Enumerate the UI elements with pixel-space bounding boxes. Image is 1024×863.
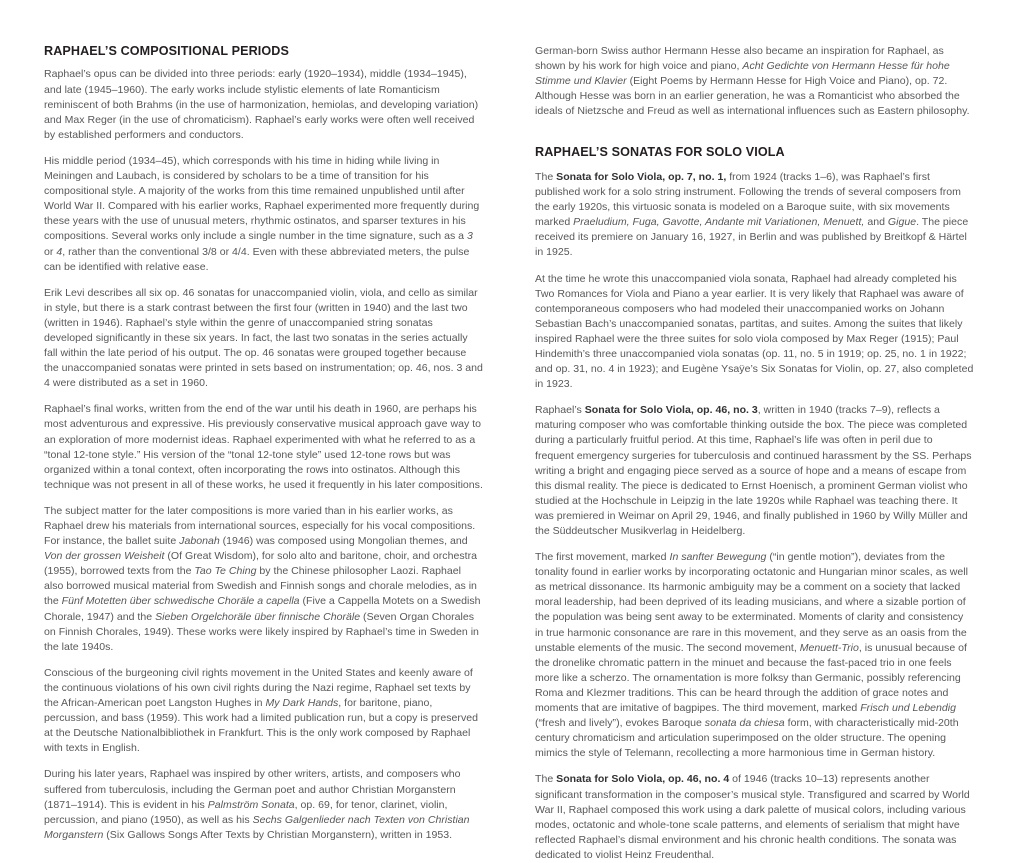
italic-title: Praeludium, Fuga, Gavotte, Andante mit Variationen, Menuett, xyxy=(573,216,865,229)
italic-title: Acht Gedichte von Hermann Hesse für hohe Stimme und Klavier xyxy=(535,60,950,88)
italic-title: Jabonah xyxy=(179,535,220,548)
italic-title: Sieben Orgelchoräle über finnische Choräle xyxy=(155,610,361,623)
paragraph-civil-rights-langston-hughes: Conscious of the burgeoning civil rights movement in the United States and keenly aware of the continuous violations of his own civil rights during the Nazi regime, Raphael set texts by the African-American poet Langston Hughes in My Dark Hands, for baritone, piano, percussion, and bass (1959). This work had a limited publication run, but a copy is preserved at the Deutsche Nationalbibliothek in Frankfurt. This is the only work composed by Raphael with texts in English. xyxy=(44,666,478,755)
left-column-heading: RAPHAEL’S COMPOSITIONAL PERIODS xyxy=(44,44,289,58)
italic-title: Frisch und Lebendig xyxy=(860,702,956,715)
two-column-layout xyxy=(44,44,975,863)
right-column-intro xyxy=(535,44,974,119)
paragraph-middle-period: His middle period (1934–45), which corresponds with his time in hiding while living in Meiningen and Laubach, is considered by scholars to be a time of transition for his compositional style. A majority of the works from this time remained unpublished until after World War II. Compared with his earlier works, Raphael experimented more frequently during these years with the use of unusual meters, rhythmic ostinatos, and sparser textures in his compositions. Several works only include a single number in the time signature, such as a 3 or 4, rather than the conventional 3/8 or 4/4. Even with these abbreviated meters, the pulse can be identified with relative ease. xyxy=(44,154,480,273)
paragraph-subject-matter-international: The subject matter for the later compositions is more varied than in his earlier works, as Raphael drew his materials from international sources, especially for his vocal compositions. For instance, the ballet suite Jabonah (1946) was composed using Mongolian themes, and Von der grossen Weisheit (Of Great Wisdom), for solo alto and baritone, choir, and orchestra (1955), borrowed texts from the Tao Te Ching by the Chinese philosopher Laozi. Raphael also borrowed musical material from Swedish and Finnish songs and chorale melodies, as in the Fünf Motetten über schwedische Choräle a capella (Five a Cappella Motets on a Swedish Chorale, 1947) and the Sieben Orgelchoräle über finnische Choräle (Seven Organ Chorales on Finnish Chorales, 1949). These works were likely inspired by Raphael’s time in Sweden in the late 1940s. xyxy=(44,504,481,653)
right-column-body xyxy=(535,170,974,863)
paragraph-sonata-op46-no4: The Sonata for Solo Viola, op. 46, no. 4 of 1946 (tracks 10–13) represents another significant transformation in the composer’s musical style. Transfigured and scarred by World War II, Raphael composed this work using a dark palette of musical colors, including various modes, octatonic and whole-tone scale patterns, and elements of serialism that might have reflected Raphael’s dismal environment and his chronic health conditions. The sonata was dedicated to violist Heinz Freudenthal. xyxy=(535,773,970,861)
work-title-bold: Sonata for Solo Viola, op. 46, no. 3 xyxy=(584,404,758,417)
italic-title: sonata da chiesa xyxy=(704,717,785,730)
italic-title: My Dark Hands xyxy=(265,697,339,710)
paragraph-sonata-op7-no1: The Sonata for Solo Viola, op. 7, no. 1, from 1924 (tracks 1–6), was Raphael’s first published work for a solo string instrument. Following the trends of several composers from the early 1920s, this virtuosic sonata is modeled on a Baroque suite, with six movements marked Praeludium, Fuga, Gavotte, Andante mit Variationen, Menuett, and Gigue. The piece received its premiere on January 16, 1927, in Berlin and was published by Breitkopf & Härtel in 1925. xyxy=(535,170,969,259)
paragraph-periods-overview: Raphael’s opus can be divided into three periods: early (1920–1934), middle (1934–1945), and late (1945–1960). The early works include stylistic elements of late Romanticism reminiscent of both Brahms (in the use of harmonization, hemiolas, and developing variation) and Max Reger (in the use of chromaticism). Raphael’s early works were often well received by established performers and conductors. xyxy=(44,68,479,141)
paragraph-later-years-morganstern: During his later years, Raphael was inspired by other writers, artists, and composers who suffered from tuberculosis, including the German poet and author Christian Morganstern (1871–1914). This is evident in his Palmström Sonata, op. 69, for tenor, clarinet, violin, percussion, and piano (1950), as well as his Sechs Galgenlieder nach Texten von Christian Morganstern (Six Gallows Songs After Texts by Christian Morganstern), written in 1953. xyxy=(44,768,470,841)
work-title-bold: Sonata for Solo Viola, op. 46, no. 4 xyxy=(556,773,730,786)
italic-title: Sechs Galgenlieder nach Texten von Christian Morganstern xyxy=(44,813,470,841)
italic-title: Von der grossen Weisheit xyxy=(44,550,165,563)
italic-title: Tao Te Ching xyxy=(194,565,257,578)
italic-title: 4 xyxy=(56,245,63,258)
left-column-body xyxy=(44,67,483,842)
paragraph-final-works-twelve-tone: Raphael’s final works, written from the end of the war until his death in 1960, are perhaps his most adventurous and expressive. His previously conservative musical approach gave way to an exploration of more modernist ideas. Raphael experimented with what he referred to as a “tonal 12-tone style.” His version of the “tonal 12-tone style” used 12-tone rows but was organized within a tonal context, often incorporating the rows into ostinatos. Although this technique was not present in all of these works, he used it frequently in his later compositions. xyxy=(44,403,483,491)
left-column xyxy=(44,44,483,843)
italic-title: 3 xyxy=(467,230,473,243)
paragraph-sonata-op46-no3: Raphael’s Sonata for Solo Viola, op. 46, no. 3, written in 1940 (tracks 7–9), reflects a maturing composer who was comfortable thinking outside the box. The piece was completed during a particularly fruitful period. At this time, Raphael’s life was often in peril due to frequent emergency surgeries for tuberculosis and continued harassment by the SS. Perhaps writing a bright and engaging piece served as a source of hope and a means of escape from this dismal reality. The piece is dedicated to Ernst Hoenisch, a prominent German violist who studied at the Hochschule in Leipzig in the late 1920s while Raphael was teaching there. It was premiered in Weimar on April 29, 1946, and finally published in 1960 by Willy Müller and the Süddeutscher Musikverlag in Heidelberg. xyxy=(535,404,972,537)
italic-title: Gigue xyxy=(887,216,917,229)
paragraph-movements-analysis: The first movement, marked In sanfter Bewegung (“in gentle motion”), deviates from the tonality found in earlier works by incorporating octatonic and Hungarian minor scales, as well as metrical dissonance. Its harmonic ambiguity may be a comment on a society that lacked moral leadership, had been deprived of its leading musicians, and where a sizable portion of the population was being sent away to be exterminated. Moments of clarity and consistency in true harmonic consonance are rare in this movement, and they serve as an oasis from the unstable elements of the music. The second movement, Menuett-Trio, is unusual because of the dronelike chromatic pattern in the minuet and because the fast-paced trio in one feels more like a scherzo. The ornamentation is more folksy than Germanic, possibly referencing Roma and Klezmer traditions. This can be heard through the addition of grace notes and moments that are imitative of bagpipes. The third movement, marked Frisch und Lebendig (“fresh and lively”), evokes Baroque sonata da chiesa form, with characteristically mid-20th century chromaticism and articulation superimposed on the older structure. The opening mimics the style of Telemann, recollecting a more harmonious time in German history. xyxy=(535,551,968,760)
work-title-bold: Sonata for Solo Viola, op. 7, no. 1, xyxy=(556,170,727,183)
paragraph-erik-levi-op46: Erik Levi describes all six op. 46 sonatas for unaccompanied violin, viola, and cello as similar in style, but there is a stark contrast between the first four (written in 1940) and the last two (written in 1946). Raphael’s style within the genre of unaccompanied string sonatas developed significantly in these six years. In fact, the last two sonatas in the series actually fall within the late period of his output. The op. 46 sonatas were grouped together because the unaccompanied sonatas were printed in sets based on instrumentation; op. 46, nos. 3 and 4 were distributed as a set in 1960. xyxy=(44,286,483,390)
italic-title: Palmström Sonata xyxy=(207,798,295,811)
italic-title: Menuett-Trio xyxy=(799,641,859,654)
paragraph-hermann-hesse: German-born Swiss author Hermann Hesse also became an inspiration for Raphael, as shown by his work for high voice and piano, Acht Gedichte von Hermann Hesse für hohe Stimme und Klavier (Eight Poems by Hermann Hesse for High Voice and Piano), op. 72. Although Hesse was born in an earlier generation, he was a Romanticist who absorbed the ideals of Nietzsche and Freud as well as international influences such as Eastern philosophy. xyxy=(535,45,970,118)
italic-title: Fünf Motetten über schwedische Choräle a capella xyxy=(61,595,300,608)
right-column xyxy=(535,44,974,863)
italic-title: In sanfter Bewegung xyxy=(669,551,767,564)
right-column-heading: RAPHAEL’S SONATAS FOR SOLO VIOLA xyxy=(535,145,785,160)
paragraph-influences-bach-reger-hindemith: At the time he wrote this unaccompanied viola sonata, Raphael had already completed his Two Romances for Viola and Piano a year earlier. It is very likely that Raphael was aware of contemporaneous composers who had modeled their unaccompanied works on Johann Sebastian Bach’s unaccompanied sonatas, partitas, and suites. Among the suites that likely inspired Raphael were the three suites for solo viola composed by Max Reger (1915); Paul Hindemith’s three unaccompanied viola sonatas (op. 11, no. 5 in 1919; op. 25, no. 1 in 1922; and op. 31, no. 4 in 1923); and Eugène Ysaÿe’s Six Sonatas for Violin, op. 27, also completed in 1923. xyxy=(535,272,974,391)
